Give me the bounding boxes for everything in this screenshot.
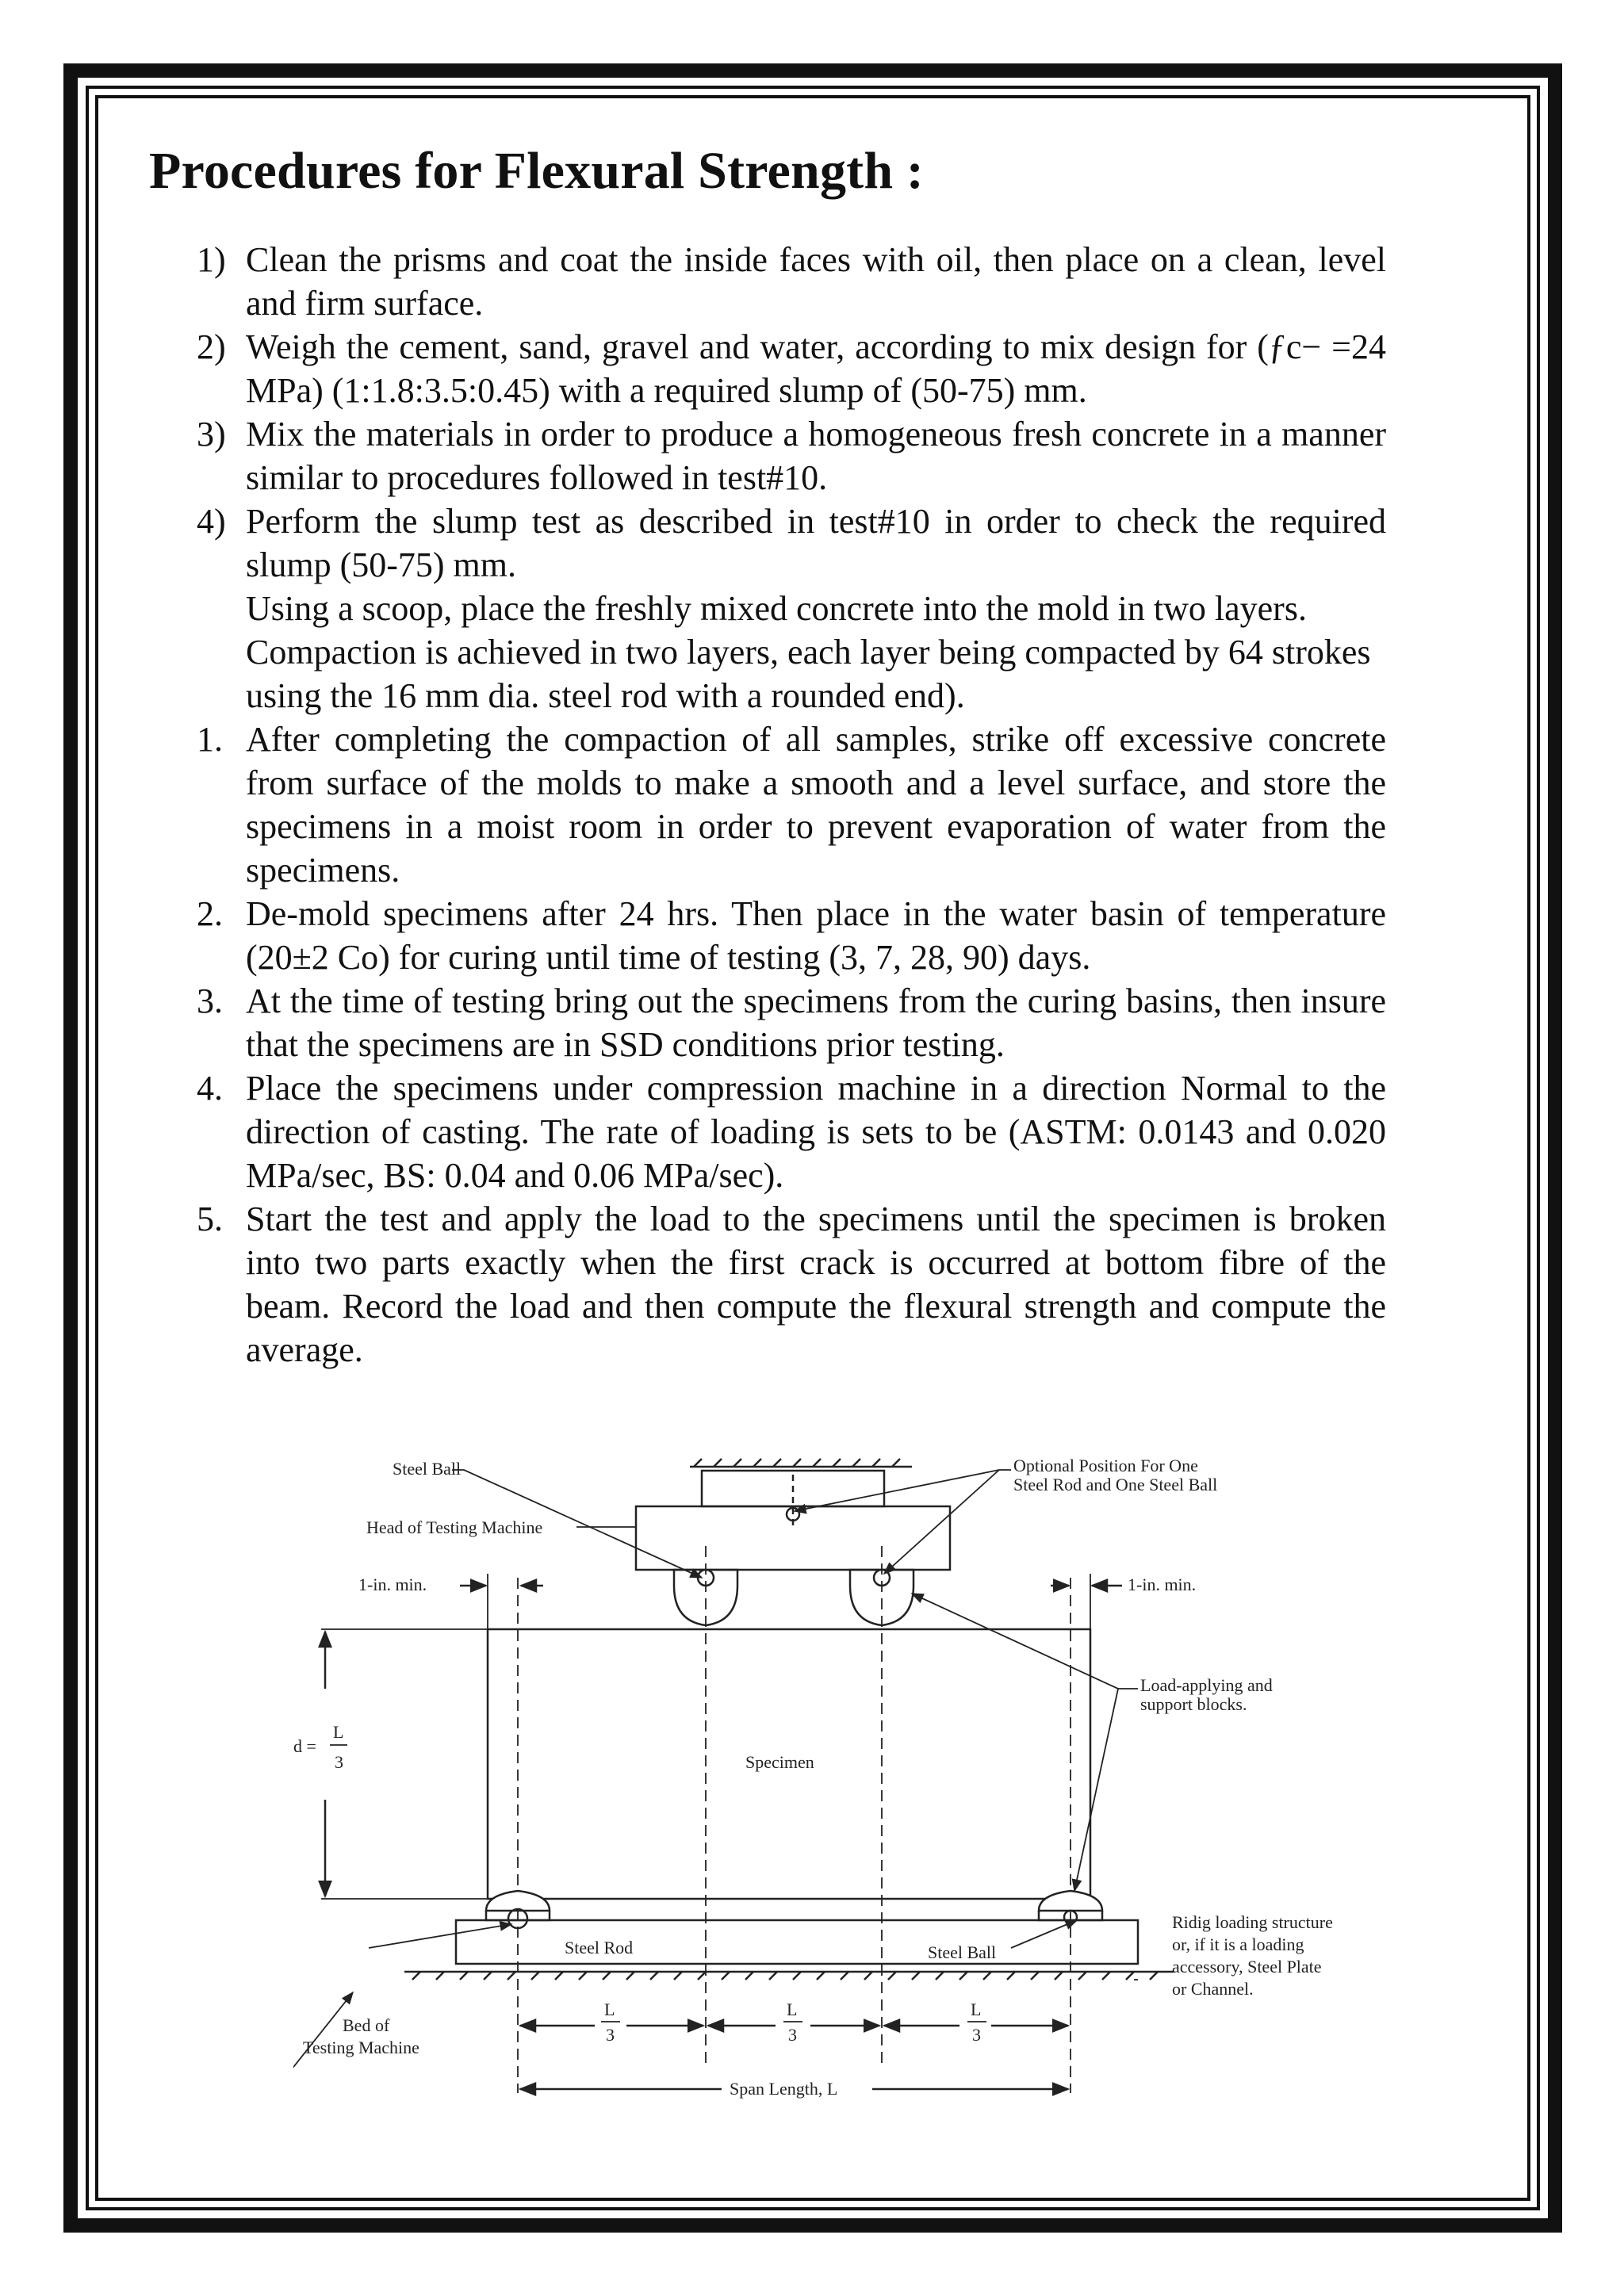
rigid-loading-structure — [456, 1920, 1138, 1964]
step-text: After completing the compaction of all samples, strike off excessive concrete from surface of the molds to make a smooth and a level surface, and store the specimens in a moist room in order to prevent evaporation of water from the specimens. — [246, 720, 1386, 890]
procedure-step — [197, 499, 1386, 587]
step-number: 1) — [197, 240, 226, 279]
label-load-blocks-2: support blocks. — [1140, 1694, 1247, 1714]
label-load-blocks-1: Load-applying and — [1140, 1675, 1273, 1695]
third-span-right-num: L — [971, 1999, 982, 2019]
procedure-step — [197, 979, 1386, 1066]
step-number: 2) — [197, 327, 226, 366]
procedure-step — [197, 325, 1386, 412]
label-rigid-structure-1: Ridig loading structure — [1172, 1912, 1333, 1932]
step-text: Clean the prisms and coat the inside faces with oil, then place on a clean, level and firm surface. — [246, 240, 1386, 323]
step-text: At the time of testing bring out the specimens from the curing basins, then insure that the specimens are in SSD conditions prior testing. — [246, 982, 1386, 1064]
lower-support-block-right — [1039, 1891, 1102, 1911]
label-rigid-structure-2: or, if it is a loading — [1172, 1934, 1304, 1954]
step-text: Using a scoop, place the freshly mixed concrete into the mold in two layers. Compaction is achieved in two layers, each layer being compacted by 64 strokes using the 16 mm dia. steel rod with a rounded end). — [246, 589, 1371, 715]
page-title: Procedures for Flexural Strength : — [149, 142, 925, 200]
step-number: 1. — [197, 720, 223, 759]
step-text: Start the test and apply the load to the specimens until the specimen is broken into two parts exactly when the first crack is occurred at bottom fibre of the beam. Record the load and then compute the flexural strength and compute the average. — [246, 1200, 1386, 1369]
third-span-left-num: L — [604, 1999, 615, 2019]
procedure-step — [197, 412, 1386, 499]
step-text: Mix the materials in order to produce a homogeneous fresh concrete in a manner similar to procedures followed in test#10. — [246, 415, 1386, 497]
label-head-testing-machine: Head of Testing Machine — [366, 1517, 543, 1537]
label-depth: d = — [293, 1736, 316, 1756]
step-number: 5. — [197, 1200, 223, 1238]
step-number: 3. — [197, 982, 223, 1020]
label-rigid-structure-3: accessory, Steel Plate — [1172, 1957, 1322, 1976]
label-optional-position-2: Steel Rod and One Steel Ball — [1013, 1475, 1218, 1494]
label-rigid-structure-4: or Channel. — [1172, 1979, 1254, 1999]
step-number: 3) — [197, 415, 226, 453]
machine-head-plate — [636, 1506, 950, 1570]
step-number: 4. — [197, 1069, 223, 1108]
third-span-mid-num: L — [787, 1999, 798, 2019]
step-text: Weigh the cement, sand, gravel and water, according to mix design for (ƒc− =24 MPa) (1:1.8:3.5:0.45) with a required slump of (50-75) mm. — [246, 327, 1386, 410]
depth-fraction-numerator: L — [333, 1722, 344, 1742]
min-dimension-left — [460, 1574, 543, 1629]
step-number: 2. — [197, 894, 223, 933]
fraction-bars — [330, 1745, 986, 2022]
procedure-step — [197, 1197, 1386, 1372]
step-text: De-mold specimens after 24 hrs. Then place in the water basin of temperature (20±2 Co) for curing until time of testing (3, 7, 28, 90) days. — [246, 894, 1386, 977]
leader-lines — [293, 1470, 1138, 2097]
label-optional-position-1: Optional Position For One — [1013, 1456, 1198, 1475]
third-span-left-den: 3 — [606, 2025, 615, 2045]
depth-dimension — [321, 1629, 488, 1899]
label-bed-2: Testing Machine — [303, 2038, 419, 2057]
min-dimension-right — [1051, 1574, 1122, 1629]
top-support-hatch — [690, 1459, 912, 1467]
label-min-left: 1-in. min. — [358, 1575, 427, 1594]
procedure-step — [197, 238, 1386, 325]
procedure-step — [197, 892, 1386, 979]
label-steel-ball-bottom: Steel Ball — [928, 1942, 997, 1962]
procedure-step — [197, 718, 1386, 892]
step-number: 4) — [197, 502, 226, 541]
label-min-right: 1-in. min. — [1128, 1575, 1197, 1594]
label-span-length: Span Length, L — [730, 2079, 838, 2099]
label-steel-ball-top: Steel Ball — [393, 1459, 462, 1479]
procedure-step — [197, 1066, 1386, 1197]
label-steel-rod: Steel Rod — [565, 1938, 634, 1957]
depth-fraction-denominator: 3 — [335, 1752, 343, 1772]
procedure-list — [197, 238, 1386, 1372]
third-span-right-den: 3 — [972, 2025, 981, 2045]
procedure-step-continuation — [197, 587, 1386, 718]
flexural-test-diagram — [293, 1451, 1419, 2109]
step-text: Place the specimens under compression machine in a direction Normal to the direction of casting. The rate of loading is sets to be (ASTM: 0.0143 and 0.020 MPa/sec, BS: 0.04 and 0.06 MPa/sec). — [246, 1069, 1386, 1195]
lower-support-block-left — [486, 1891, 550, 1911]
step-number — [197, 587, 246, 718]
step-text: Perform the slump test as described in test#10 in order to check the required slump (50-75) mm. — [246, 502, 1386, 584]
machine-bed-hatch — [404, 1972, 1174, 1980]
third-span-mid-den: 3 — [788, 2025, 797, 2045]
label-bed-1: Bed of — [343, 2015, 390, 2035]
label-specimen: Specimen — [745, 1752, 814, 1772]
